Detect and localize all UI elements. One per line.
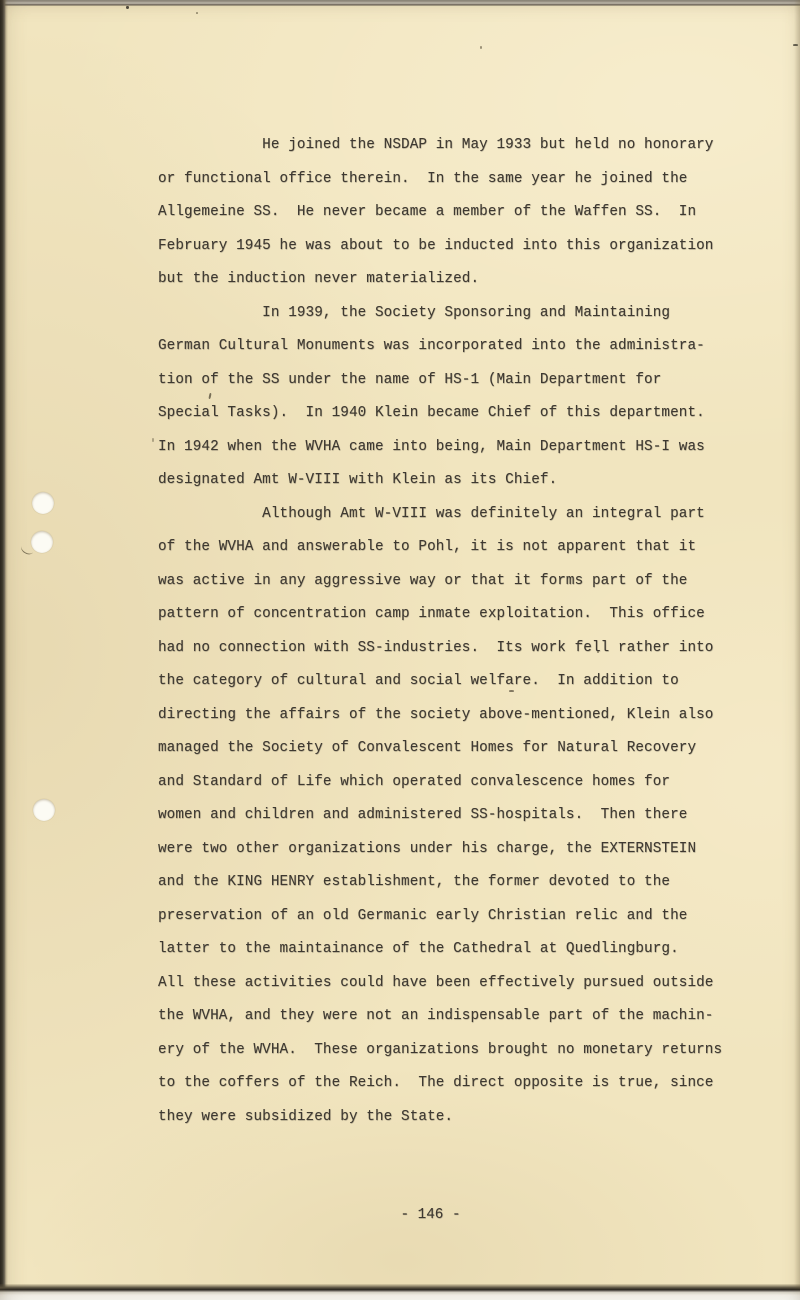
text-line: February 1945 he was about to be inducted into this organization: [158, 237, 714, 254]
scan-speck: [126, 6, 129, 9]
text-line: women and children and administered SS-hospitals. Then there: [158, 807, 688, 823]
scan-left-edge: [0, 0, 8, 1300]
text-line: All these activities could have been effectively pursued outside: [158, 974, 714, 991]
text-line: German Cultural Monuments was incorporated into the administra-: [158, 338, 705, 354]
text-line: the category of cultural and social welfare. In addition to: [158, 673, 679, 689]
scan-bottom-edge: [0, 1284, 800, 1300]
text-line: but the induction never materialized.: [158, 271, 480, 287]
scan-speck: [196, 12, 198, 14]
text-line: tion of the SS under the name of HS-1 (Main Department for: [158, 371, 662, 388]
text-line: latter to the maintainance of the Cathedral at Quedlingburg.: [158, 941, 679, 957]
scan-top-edge: [0, 0, 800, 6]
text-line: designated Amt W-VIII with Klein as its Chief.: [158, 472, 558, 488]
punch-hole: [32, 492, 54, 514]
text-line: and the KING HENRY establishment, the former devoted to the: [158, 874, 671, 890]
text-line: or functional office therein. In the same year he joined the: [158, 170, 688, 187]
text-line: In 1939, the Society Sponsoring and Maintaining: [158, 304, 671, 321]
text-line: Special Tasks). In 1940 Klein became Chief of this department.: [158, 405, 705, 421]
scan-speck: [152, 438, 154, 442]
text-line: they were subsidized by the State.: [158, 1108, 454, 1125]
text-line: pattern of concentration camp inmate exploitation. This office: [158, 606, 705, 622]
punch-hole: [33, 799, 55, 821]
punch-hole: [31, 531, 53, 553]
text-line: He joined the NSDAP in May 1933 but held no honorary: [158, 137, 714, 153]
text-line: Although Amt W-VIII was definitely an integral part: [158, 505, 705, 522]
scan-right-edge: [794, 0, 800, 1300]
text-line: was active in any aggressive way or that it forms part of the: [158, 572, 688, 589]
text-line: ery of the WVHA. These organizations brought no monetary returns: [158, 1041, 723, 1058]
text-line: had no connection with SS-industries. Its work fell rather into: [158, 639, 714, 656]
text-line: preservation of an old Germanic early Christian relic and the: [158, 907, 688, 924]
text-line: directing the affairs of the society above-mentioned, Klein also: [158, 706, 714, 723]
text-line: the WVHA, and they were not an indispensable part of the machin-: [158, 1008, 714, 1024]
scan-speck: [208, 393, 211, 399]
text-line: to the coffers of the Reich. The direct opposite is true, since: [158, 1075, 714, 1091]
text-line: In 1942 when the WVHA came into being, Main Department HS-I was: [158, 438, 705, 455]
text-line: were two other organizations under his charge, the EXTERNSTEIN: [158, 840, 697, 857]
scan-speck: [793, 44, 798, 46]
text-line: and Standard of Life which operated convalescence homes for: [158, 773, 671, 790]
scan-speck: [480, 46, 482, 49]
text-line: managed the Society of Convalescent Homes for Natural Recovery: [158, 740, 697, 756]
page-number: - 146 -: [400, 1207, 461, 1223]
text-line: of the WVHA and answerable to Pohl, it is not apparent that it: [158, 539, 697, 555]
text-line: Allgemeine SS. He never became a member of the Waffen SS. In: [158, 204, 697, 220]
